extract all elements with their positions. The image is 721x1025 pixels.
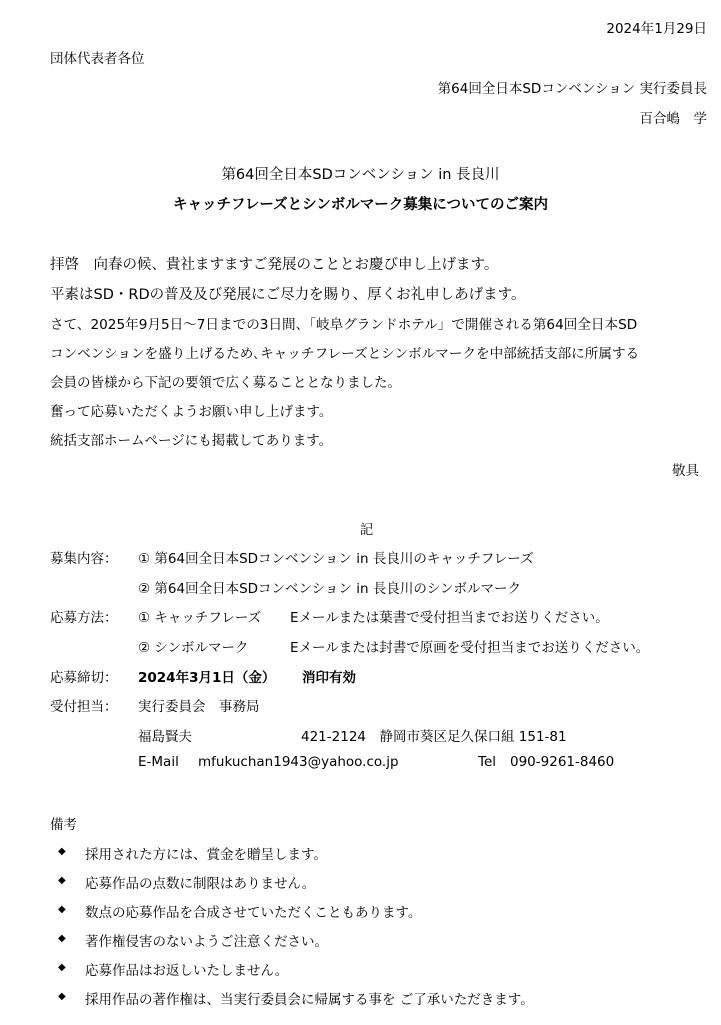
notes-heading: 備考 — [50, 817, 77, 833]
addressee: 団体代表者各位 — [50, 51, 145, 67]
contact-address: 421-2124 静岡市葵区足久保口組 151-81 — [301, 729, 567, 745]
note-item-4: 著作権侵害のないようご注意ください。 — [85, 934, 328, 950]
bullet-diamond-icon: ◆ — [58, 904, 66, 915]
sender-organization: 第64回全日本SDコンベンション 実行委員長 — [437, 81, 707, 97]
body-line-4: コンベンションを盛り上げるため､キャッチフレーズとシンボルマークを中部統括支部に所属する — [50, 346, 640, 362]
method-item-1-desc: Eメールまたは葉書で受付担当までお送りください。 — [290, 610, 609, 626]
content-item-1: ① 第64回全日本SDコンベンション in 長良川のキャッチフレーズ — [138, 551, 534, 567]
deadline-date: 2024年3月1日（金） — [138, 670, 276, 686]
contact-organization: 実行委員会 事務局 — [138, 699, 260, 715]
method-item-2-desc: Eメールまたは封書で原画を受付担当までお送りください。 — [290, 640, 650, 656]
title-line-1: 第64回全日本SDコンベンション in 長良川 — [221, 167, 500, 183]
body-line-2: 平素はSD・RDの普及及び発展にご尽力を賜り、厚くお礼申しあげます。 — [50, 287, 526, 303]
deadline-label: 応募締切： — [50, 670, 118, 686]
contact-tel-label: Tel — [478, 754, 497, 770]
bullet-diamond-icon: ◆ — [58, 846, 66, 857]
method-item-2-name: ② シンボルマーク — [138, 640, 249, 656]
contact-email: mfukuchan1943@yahoo.co.jp — [198, 754, 399, 770]
sender-name: 百合嶋 学 — [639, 111, 707, 127]
note-item-3: 数点の応募作品を合成させていただくこともあります。 — [85, 905, 422, 921]
contact-email-label: E-Mail — [138, 754, 179, 770]
content-label: 募集内容： — [50, 551, 118, 567]
body-line-7: 統括支部ホームページにも掲載してあります。 — [50, 433, 333, 449]
body-line-5: 会員の皆様から下記の要領で広く募ることとなりました。 — [50, 375, 401, 391]
bullet-diamond-icon: ◆ — [58, 962, 66, 973]
body-line-6: 奮って応募いただくようお願い申し上げます。 — [50, 404, 333, 420]
deadline-note: 消印有効 — [302, 670, 356, 686]
bullet-diamond-icon: ◆ — [58, 991, 66, 1002]
contact-label: 受付担当： — [50, 699, 118, 715]
contact-tel: 090-9261-8460 — [510, 754, 615, 770]
title-line-2: キャッチフレーズとシンボルマーク募集についてのご案内 — [172, 197, 549, 213]
content-item-2: ② 第64回全日本SDコンベンション in 長良川のシンボルマーク — [138, 581, 521, 597]
bullet-diamond-icon: ◆ — [58, 875, 66, 886]
method-label: 応募方法： — [50, 610, 118, 626]
contact-name: 福島賢夫 — [138, 729, 192, 745]
bullet-diamond-icon: ◆ — [58, 933, 66, 944]
method-item-1-name: ① キャッチフレーズ — [138, 610, 262, 626]
note-item-5: 応募作品はお返しいたしません。 — [85, 963, 289, 979]
body-line-3: さて、2025年9月5日～7日までの3日間、「岐阜グランドホテル」で開催される第64回全日本SD — [50, 317, 638, 333]
body-line-1: 拝啓 向春の候、貴社ますますご発展のこととお慶び申し上げます。 — [50, 257, 499, 273]
ki-marker: 記 — [359, 522, 374, 538]
document-date: 2024年1月29日 — [606, 21, 707, 37]
closing-keigu: 敬具 — [672, 463, 699, 479]
note-item-1: 採用された方には、賞金を贈呈します。 — [85, 847, 327, 863]
note-item-6: 採用作品の著作権は、当実行委員会に帰属する事を ご了承いただきます。 — [85, 992, 534, 1008]
note-item-2: 応募作品の点数に制限はありません。 — [85, 876, 316, 892]
